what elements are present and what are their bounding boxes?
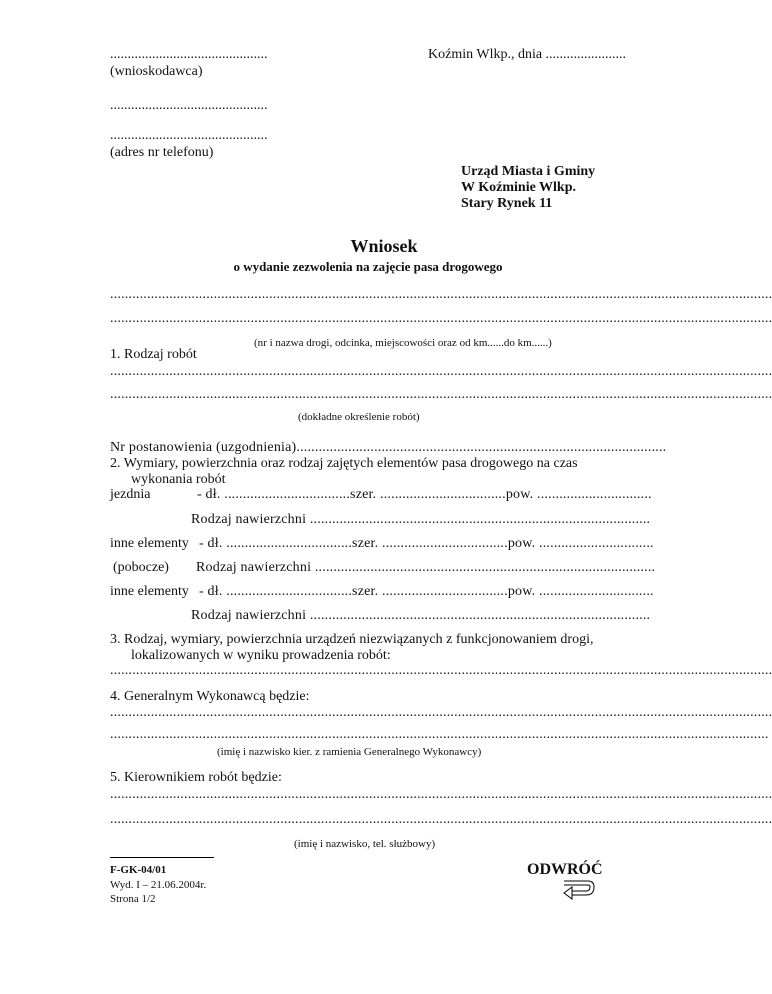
inne-elementy-dimensions-2[interactable]: - dł. ..................................szer. ..................................pow. ............................... bbox=[199, 584, 654, 599]
jezdnia-surface[interactable]: Rodzaj nawierzchni ............................................................................................ bbox=[191, 512, 651, 527]
section-4-label: 4. Generalnym Wykonawcą będzie: bbox=[110, 689, 310, 704]
inne-elementy-dimensions-1[interactable]: - dł. ..................................szer. ..................................pow. ............................... bbox=[199, 536, 654, 551]
pobocze-surface[interactable]: Rodzaj nawierzchni ............................................................................................ bbox=[196, 560, 656, 575]
jezdnia-dimensions[interactable]: - dł. ..................................szer. ..................................pow. ............................... bbox=[197, 487, 652, 502]
section-2-line-1: 2. Wymiary, powierzchnia oraz rodzaj zajętych elementów pasa drogowego na czas bbox=[110, 456, 578, 471]
section-3-line-2: lokalizowanych w wyniku prowadzenia robót: bbox=[131, 648, 391, 663]
section-2-line-2: wykonania robót bbox=[131, 472, 226, 487]
road-line-2[interactable]: ................................................................................................................................................................................... bbox=[110, 311, 772, 326]
recipient-line-1: Urząd Miasta i Gminy bbox=[461, 164, 596, 179]
form-code: F-GK-04/01 bbox=[110, 864, 167, 876]
road-hint: (nr i nazwa drogi, odcinka, miejscowości oraz od km......do km......) bbox=[254, 337, 552, 349]
form-page: Strona 1/2 bbox=[110, 893, 156, 905]
inne-elementy-surface-2[interactable]: Rodzaj nawierzchni ............................................................................................ bbox=[191, 608, 651, 623]
pobocze-label: (pobocze) bbox=[113, 560, 169, 575]
applicant-label: (wnioskodawca) bbox=[110, 64, 203, 79]
section-5-line-1[interactable]: ................................................................................................................................................................................... bbox=[110, 787, 772, 802]
section-3-line[interactable]: ................................................................................................................................................................................... bbox=[110, 663, 772, 678]
section-1-line-1[interactable]: ................................................................................................................................................................................... bbox=[110, 364, 772, 379]
recipient-line-2: W Koźminie Wlkp. bbox=[461, 180, 577, 195]
recipient-line-3: Stary Rynek 11 bbox=[461, 196, 553, 211]
address-line-2[interactable]: ............................................. bbox=[110, 98, 268, 113]
inne-elementy-label-2: inne elementy bbox=[110, 584, 189, 599]
applicant-dots[interactable]: ............................................. bbox=[110, 47, 268, 62]
section-1-hint: (dokładne określenie robót) bbox=[298, 411, 420, 423]
section-5-label: 5. Kierownikiem robót będzie: bbox=[110, 770, 282, 785]
form-edition: Wyd. I – 21.06.2004r. bbox=[110, 879, 207, 891]
address-label: (adres nr telefonu) bbox=[110, 145, 214, 160]
place-date-field[interactable]: Koźmin Wlkp., dnia ....................... bbox=[428, 47, 627, 62]
turn-page-arrow-icon bbox=[560, 877, 598, 903]
decision-number-field[interactable]: Nr postanowienia (uzgodnienia).................................................................................................... bbox=[110, 440, 667, 455]
road-line-1[interactable]: ................................................................................................................................................................................... bbox=[110, 287, 772, 302]
address-line-3[interactable]: ............................................. bbox=[110, 128, 268, 143]
section-4-hint: (imię i nazwisko kier. z ramienia Generalnego Wykonawcy) bbox=[217, 746, 482, 758]
inne-elementy-label-1: inne elementy bbox=[110, 536, 189, 551]
section-5-hint: (imię i nazwisko, tel. służbowy) bbox=[294, 838, 436, 850]
turn-over-label: ODWRÓĆ bbox=[527, 861, 603, 878]
section-1-label: 1. Rodzaj robót bbox=[110, 347, 197, 362]
section-1-line-2[interactable]: ................................................................................................................................................................................... bbox=[110, 387, 772, 402]
section-4-line-2[interactable]: .................................................................................................................................................................................. bbox=[110, 727, 769, 742]
jezdnia-label: jezdnia bbox=[110, 487, 151, 502]
document-title: Wniosek bbox=[350, 236, 418, 256]
section-4-line-1[interactable]: ................................................................................................................................................................................... bbox=[110, 705, 772, 720]
document-subtitle: o wydanie zezwolenia na zajęcie pasa drogowego bbox=[233, 259, 503, 274]
section-5-line-2[interactable]: ................................................................................................................................................................................... bbox=[110, 812, 772, 827]
section-3-line-1: 3. Rodzaj, wymiary, powierzchnia urządzeń niezwiązanych z funkcjonowaniem drogi, bbox=[110, 632, 594, 647]
footer-rule bbox=[110, 857, 214, 858]
